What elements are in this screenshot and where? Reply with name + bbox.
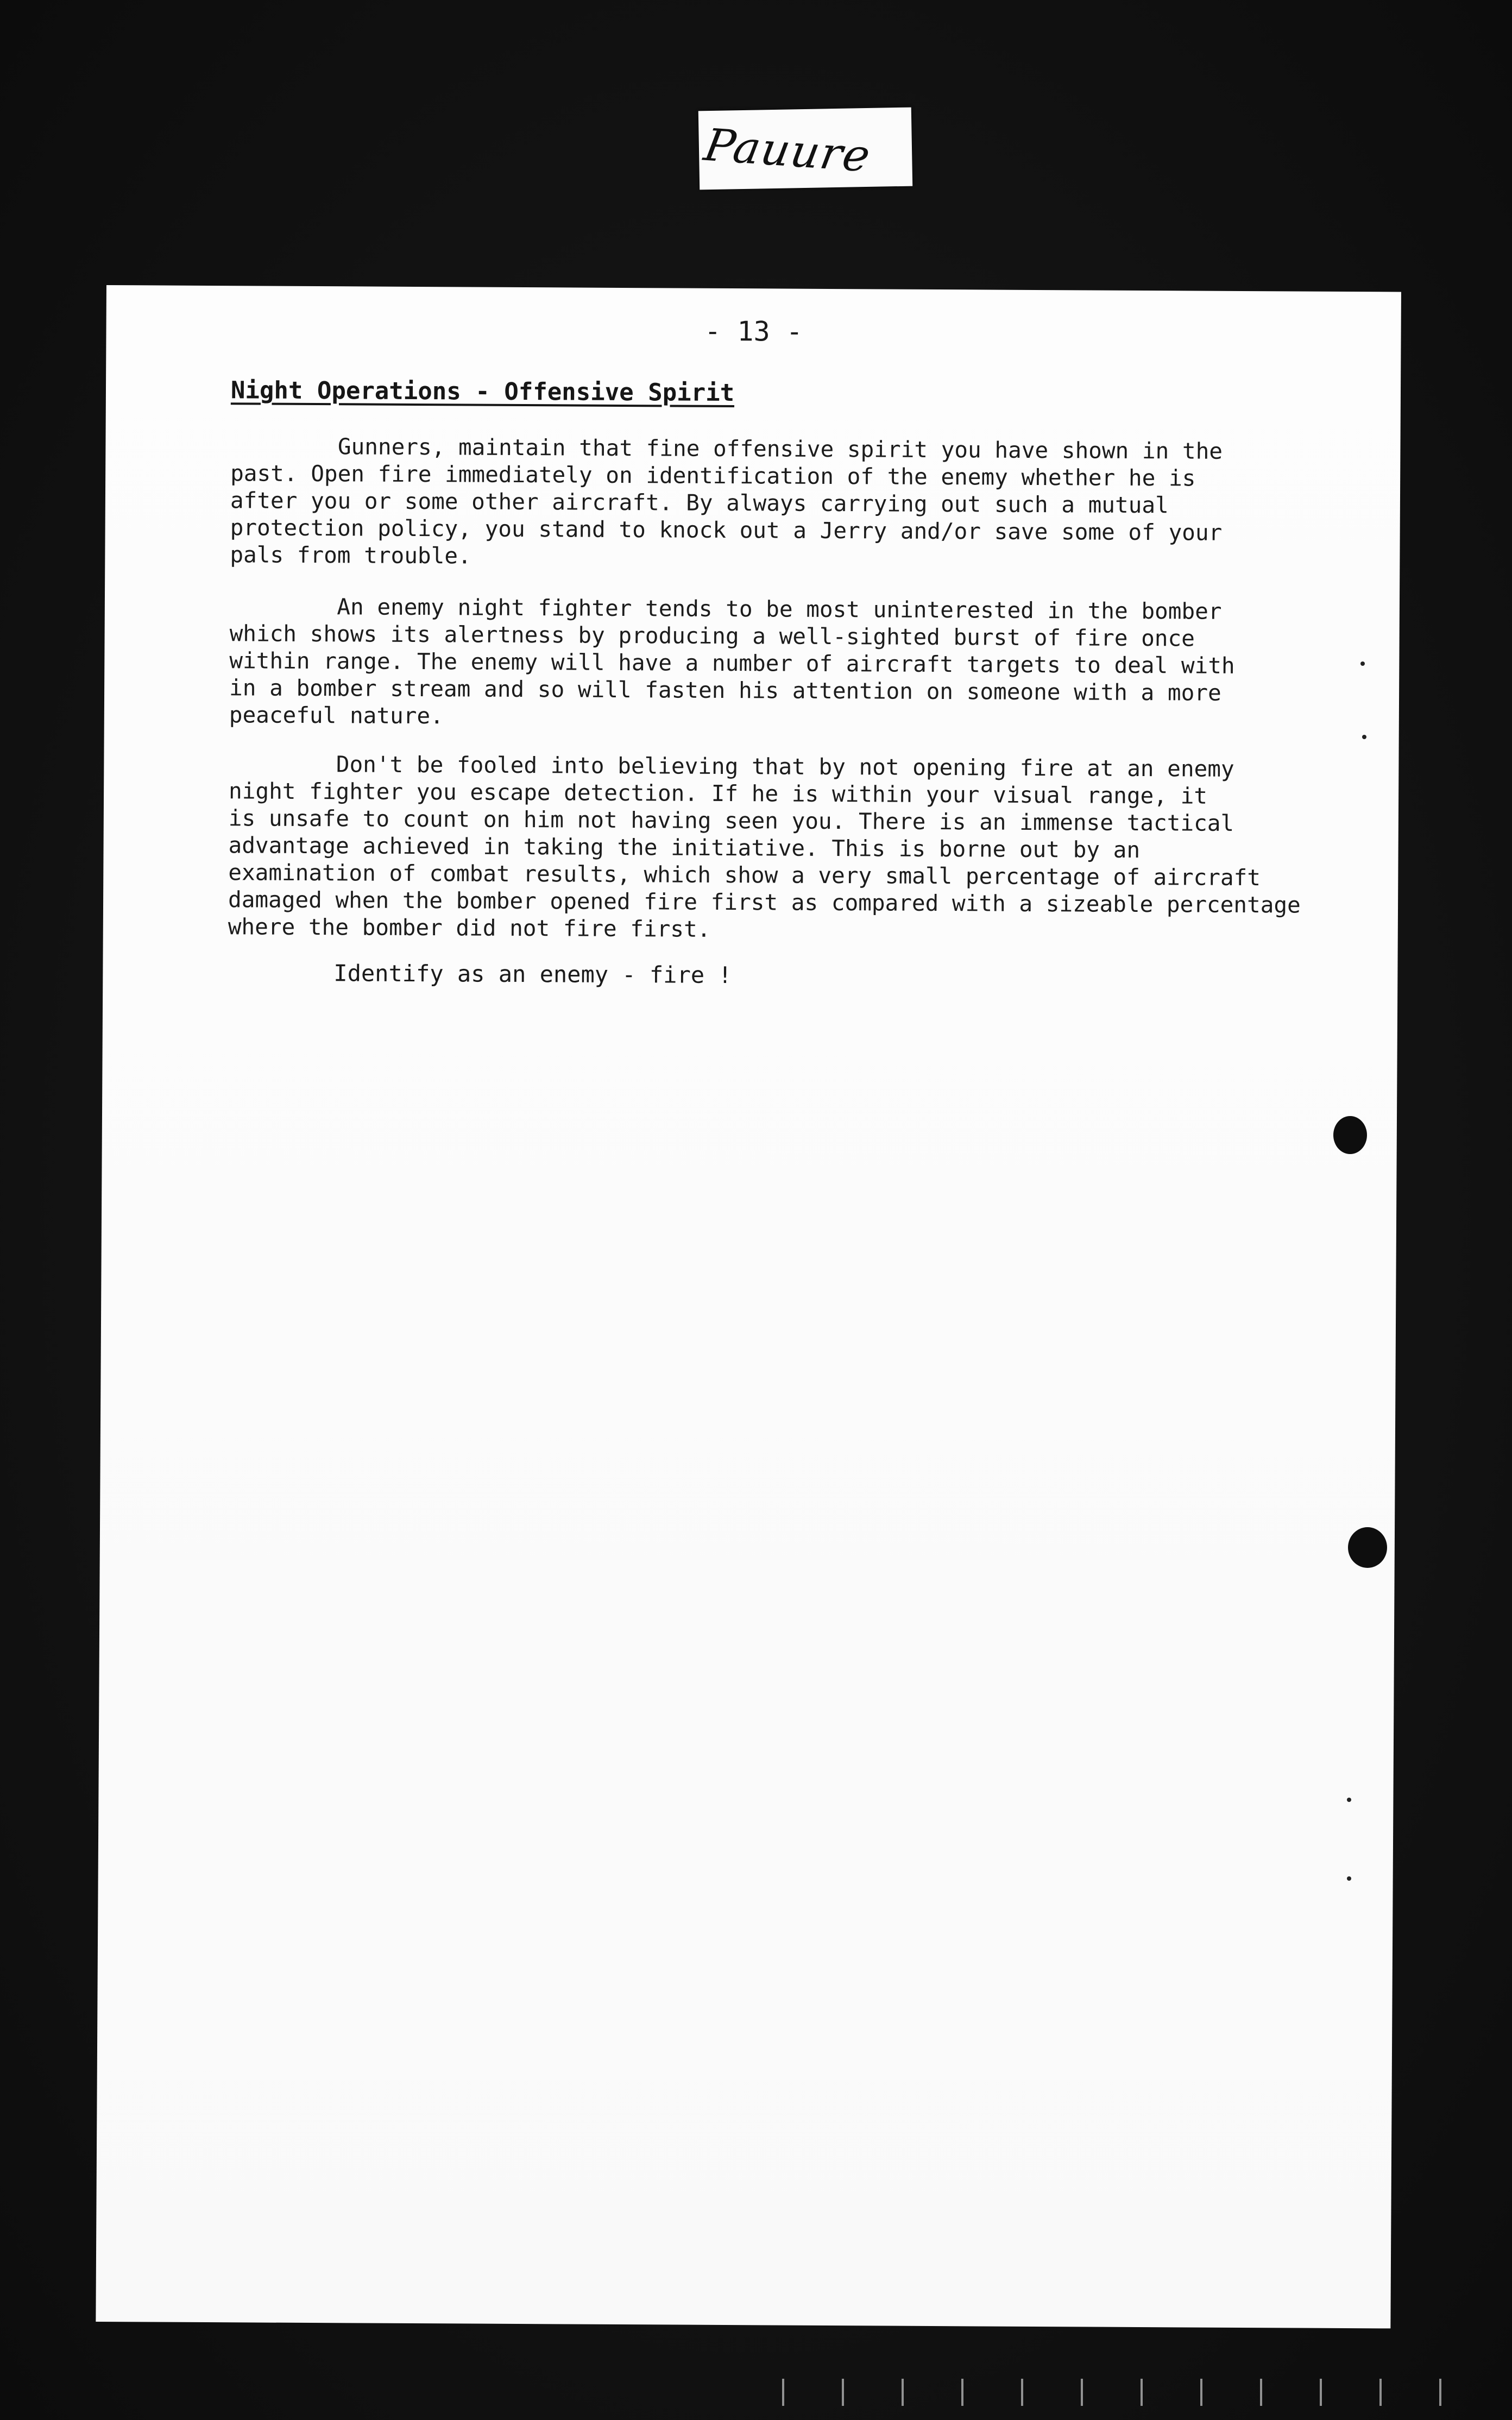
paragraph-3: Don't be fooled into believing that by not opening fire at an enemy night fighter you escape detection. If he is within your visual range, it is unsafe to count on him not having seen you. There is an immense tactical advantage achieved in taking the initiative. This is borne out by an examination of combat results, which show a very small percentage of aircraft damaged when the bomber opened fire first as compared with a sizeable percentage where the bomber did not fire first.: [228, 751, 1301, 942]
film-edge-dust: [760, 2379, 1466, 2406]
paragraph-1: Gunners, maintain that fine offensive spirit you have shown in the past. Open fire immediately on identification of the enemy whether he is after you or some other aircraft. By always carrying out such a mutual protection policy, you stand to knock out a Jerry and/or save some of your pals from trouble.: [230, 433, 1223, 569]
handwritten-label: Pauure: [700, 119, 875, 182]
dust-speck: [1347, 1798, 1351, 1802]
paragraph-2: An enemy night fighter tends to be most uninterested in the bomber which shows its alertness by producing a well-sighted burst of fire once within range. The enemy will have a number of aircraft targets to deal with in a bomber stream and so will fasten his attention on someone with a more peaceful nature.: [229, 593, 1235, 729]
dust-speck: [1347, 1876, 1351, 1881]
handwritten-label-card: [698, 108, 912, 190]
dust-speck: [1360, 661, 1365, 666]
closing-line: Identify as an enemy - fire !: [333, 960, 732, 989]
punch-hole-upper: [1333, 1116, 1367, 1154]
punch-hole-lower: [1348, 1527, 1387, 1568]
document-page: [96, 285, 1401, 2328]
page-number: - 13 -: [704, 315, 803, 348]
dust-speck: [1362, 735, 1366, 739]
section-heading: Night Operations - Offensive Spirit: [230, 376, 735, 407]
